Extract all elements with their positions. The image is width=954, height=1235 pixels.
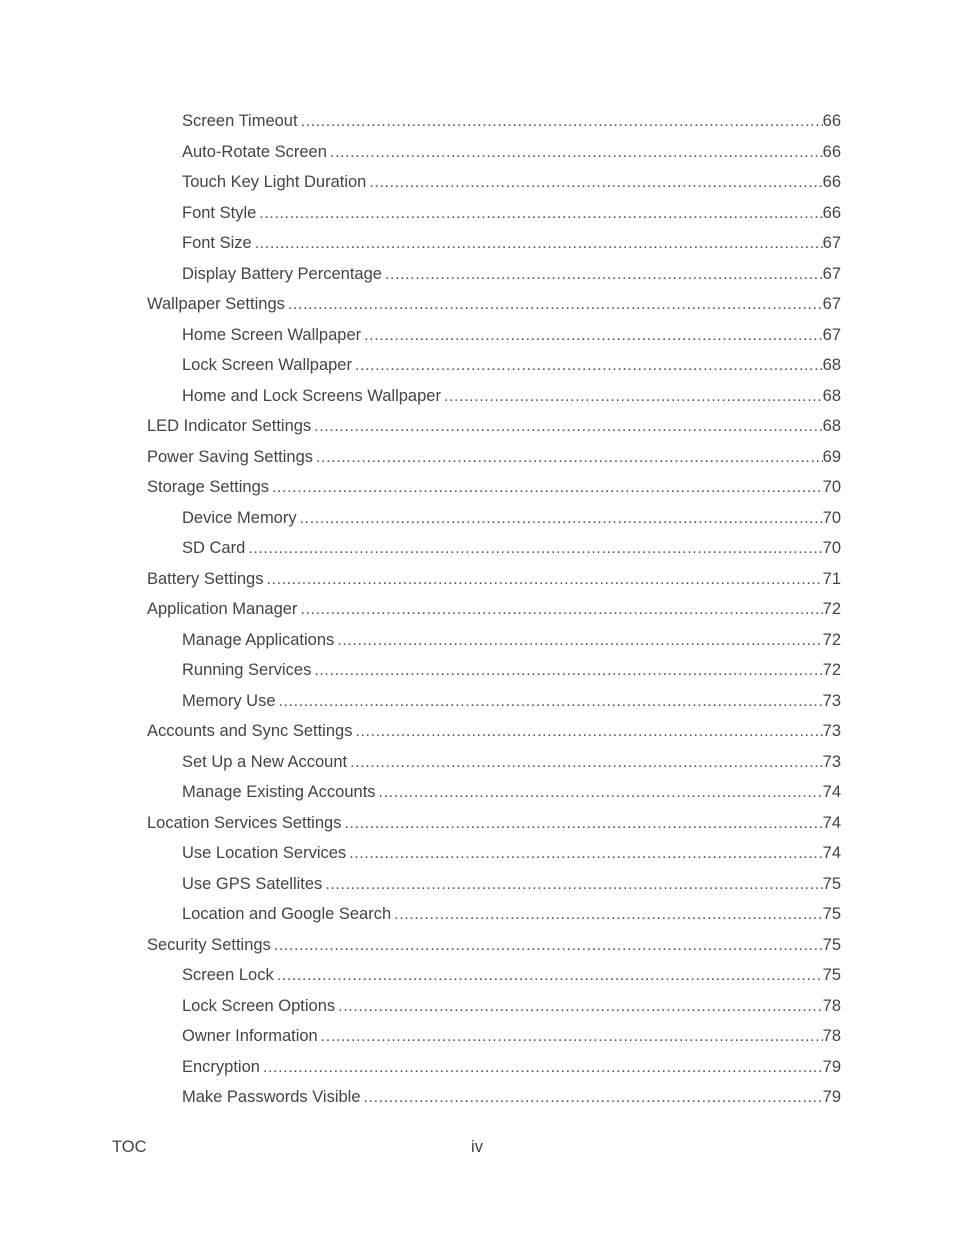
dot-leader: [274, 934, 823, 958]
toc-entry[interactable]: [0, 201, 954, 232]
toc-entry-page-number: 78: [822, 1027, 841, 1045]
toc-entry-page-number: 67: [822, 325, 841, 344]
toc-entry-title: Lock Screen Wallpaper: [182, 356, 352, 374]
toc-entry-page-number: 75: [822, 874, 841, 893]
toc-entry[interactable]: [0, 1055, 954, 1086]
dot-leader: [379, 781, 823, 805]
dot-leader: [369, 171, 822, 195]
dot-leader: [385, 263, 823, 287]
toc-entry[interactable]: [0, 750, 954, 781]
toc-entry-title: Device Memory: [182, 508, 297, 527]
toc-entry[interactable]: [0, 414, 954, 445]
toc-entry-page-number: 73: [822, 722, 841, 740]
toc-entry-title: Memory Use: [182, 691, 276, 710]
toc-entry-page-number: 70: [822, 539, 841, 557]
toc-entry-title: Use GPS Satellites: [182, 874, 323, 893]
toc-entry-title: Screen Timeout: [182, 112, 298, 130]
footer-page-number: iv: [471, 1138, 483, 1156]
dot-leader: [394, 903, 822, 927]
dot-leader: [344, 812, 822, 836]
dot-leader: [350, 751, 823, 775]
toc-entry-page-number: 73: [822, 691, 841, 710]
toc-entry-page-number: 78: [822, 996, 841, 1015]
dot-leader: [364, 324, 823, 348]
toc-entry-title: Screen Lock: [182, 966, 274, 984]
toc-entry-page-number: 66: [822, 203, 841, 222]
toc-entry-page-number: 69: [822, 447, 841, 466]
toc-entry-title: Wallpaper Settings: [147, 295, 285, 313]
dot-leader: [325, 873, 822, 897]
toc-entry[interactable]: [0, 811, 954, 842]
dot-leader: [349, 842, 822, 866]
toc-entry-page-number: 66: [822, 112, 841, 130]
toc-entry-page-number: 71: [822, 569, 841, 588]
toc-entry-title: Owner Information: [182, 1027, 318, 1045]
toc-entry-page-number: 74: [822, 783, 841, 801]
dot-leader: [259, 202, 822, 226]
toc-entry-title: Manage Applications: [182, 630, 335, 649]
toc-entry-title: Font Style: [182, 203, 257, 222]
toc-entry[interactable]: [0, 1024, 954, 1055]
dot-leader: [255, 232, 823, 256]
page-footer: [0, 1138, 954, 1162]
toc-entry[interactable]: [0, 689, 954, 720]
toc-entry-title: Encryption: [182, 1057, 260, 1076]
dot-leader: [266, 568, 822, 592]
toc-entry[interactable]: [0, 719, 954, 750]
toc-entry[interactable]: [0, 475, 954, 506]
toc-entry-page-number: 67: [822, 264, 841, 283]
toc-entry-page-number: 75: [822, 905, 841, 923]
toc-entry[interactable]: [0, 353, 954, 384]
toc-entry-page-number: 73: [822, 752, 841, 771]
toc-entry[interactable]: [0, 872, 954, 903]
toc-entry-page-number: 72: [822, 630, 841, 649]
toc-entry-page-number: 72: [822, 661, 841, 679]
toc-entry[interactable]: [0, 597, 954, 628]
toc-entry-title: Manage Existing Accounts: [182, 783, 376, 801]
dot-leader: [301, 110, 823, 134]
dot-leader: [316, 446, 823, 470]
dot-leader: [330, 141, 823, 165]
toc-entry-title: Power Saving Settings: [147, 447, 314, 466]
toc-entry-page-number: 68: [822, 386, 841, 405]
toc-entry[interactable]: [0, 506, 954, 537]
toc-entry[interactable]: [0, 231, 954, 262]
toc-entry[interactable]: [0, 445, 954, 476]
toc-entry[interactable]: [0, 902, 954, 933]
toc-entry-page-number: 70: [822, 478, 841, 496]
dot-leader: [355, 354, 823, 378]
toc-entry[interactable]: [0, 292, 954, 323]
dot-leader: [300, 598, 822, 622]
toc-entry[interactable]: [0, 1085, 954, 1116]
dot-leader: [314, 659, 822, 683]
toc-entry-title: Location Services Settings: [147, 813, 342, 832]
toc-entry-title: Storage Settings: [147, 478, 269, 496]
toc-entry-title: SD Card: [182, 539, 246, 557]
toc-entry-title: Accounts and Sync Settings: [147, 722, 353, 740]
dot-leader: [444, 385, 823, 409]
toc-entry-page-number: 74: [822, 813, 841, 832]
toc-entry-title: Security Settings: [147, 935, 271, 954]
toc-entry-title: Battery Settings: [147, 569, 264, 588]
dot-leader: [321, 1025, 823, 1049]
toc-entry[interactable]: [0, 567, 954, 598]
toc-entry-page-number: 66: [822, 142, 841, 161]
toc-entry-page-number: 68: [822, 356, 841, 374]
toc-entry-title: Touch Key Light Duration: [182, 173, 367, 191]
toc-entry-title: Application Manager: [147, 600, 298, 618]
toc-entry-title: Font Size: [182, 234, 252, 252]
table-of-contents: [0, 109, 954, 1116]
toc-entry[interactable]: [0, 994, 954, 1025]
toc-entry[interactable]: [0, 384, 954, 415]
toc-entry[interactable]: [0, 323, 954, 354]
dot-leader: [300, 507, 823, 531]
toc-entry[interactable]: [0, 658, 954, 689]
toc-entry-title: Home and Lock Screens Wallpaper: [182, 386, 441, 405]
toc-entry[interactable]: [0, 140, 954, 171]
dot-leader: [248, 537, 822, 561]
toc-entry[interactable]: [0, 780, 954, 811]
toc-entry-title: Auto-Rotate Screen: [182, 142, 327, 161]
toc-entry-page-number: 68: [822, 417, 841, 435]
toc-entry-page-number: 67: [822, 234, 841, 252]
toc-entry-page-number: 67: [822, 295, 841, 313]
dot-leader: [338, 995, 822, 1019]
toc-entry[interactable]: [0, 109, 954, 140]
dot-leader: [337, 629, 822, 653]
dot-leader: [314, 415, 822, 439]
toc-entry-title: LED Indicator Settings: [147, 417, 312, 435]
toc-entry-page-number: 79: [822, 1057, 841, 1076]
dot-leader: [364, 1086, 823, 1110]
toc-entry-page-number: 72: [822, 600, 841, 618]
toc-entry-page-number: 70: [822, 508, 841, 527]
dot-leader: [277, 964, 823, 988]
toc-entry[interactable]: [0, 963, 954, 994]
toc-entry-page-number: 74: [822, 844, 841, 862]
toc-entry-page-number: 79: [822, 1088, 841, 1106]
toc-entry-title: Lock Screen Options: [182, 996, 336, 1015]
dot-leader: [279, 690, 823, 714]
toc-entry-title: Home Screen Wallpaper: [182, 325, 362, 344]
toc-entry[interactable]: [0, 262, 954, 293]
toc-entry-page-number: 75: [822, 935, 841, 954]
toc-entry-title: Running Services: [182, 661, 312, 679]
toc-entry-title: Display Battery Percentage: [182, 264, 382, 283]
footer-section-label: TOC: [112, 1138, 147, 1156]
toc-entry-page-number: 66: [822, 173, 841, 191]
toc-entry[interactable]: [0, 841, 954, 872]
toc-entry[interactable]: [0, 170, 954, 201]
dot-leader: [288, 293, 823, 317]
toc-entry-title: Use Location Services: [182, 844, 347, 862]
toc-entry[interactable]: [0, 628, 954, 659]
toc-entry[interactable]: [0, 536, 954, 567]
toc-entry[interactable]: [0, 933, 954, 964]
dot-leader: [272, 476, 823, 500]
dot-leader: [263, 1056, 823, 1080]
toc-entry-title: Location and Google Search: [182, 905, 392, 923]
toc-entry-page-number: 75: [822, 966, 841, 984]
toc-entry-title: Set Up a New Account: [182, 752, 348, 771]
toc-entry-title: Make Passwords Visible: [182, 1088, 361, 1106]
dot-leader: [355, 720, 822, 744]
